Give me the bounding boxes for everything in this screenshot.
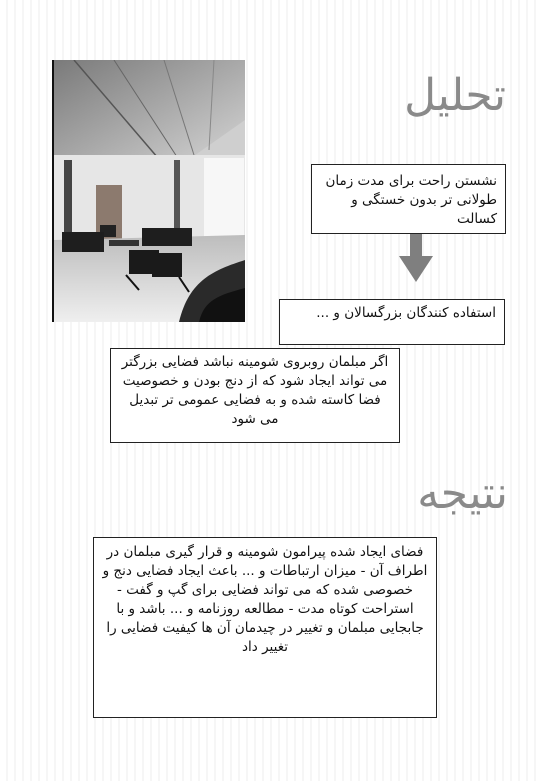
conclusion-box: فضای ایجاد شده پیرامون شومینه و قرار گیری مبلمان در اطراف آن - میزان ارتباطات و ... باعث ایجاد فضایی دنج و خصوصی شده که می تواند فضایی برای گپ و گفت - استراحت کوتاه مدت - مطالعه روزنامه و ... باشد و با جابجایی مبلمان و تغییر در چیدمان آن ها کیفیت فضایی را تغییر داد [93, 537, 437, 718]
analysis-heading: تحلیل [404, 70, 506, 121]
comfort-note-box: نشستن راحت برای مدت زمان طولانی تر بدون خستگی و کسالت [311, 164, 506, 234]
down-arrow-icon [399, 234, 433, 284]
interior-living-room-photo [52, 60, 245, 322]
result-heading: نتیجه [417, 468, 508, 519]
users-note-box: استفاده کنندگان بزرگسالان و ... [279, 299, 505, 345]
fireplace-note-box: اگر مبلمان روبروی شومینه نباشد فضایی بزرگتر می تواند ایجاد شود که از دنج بودن و خصوصیت فضا کاسته شده و به فضایی عمومی تر تبدیل می شود [110, 348, 400, 443]
